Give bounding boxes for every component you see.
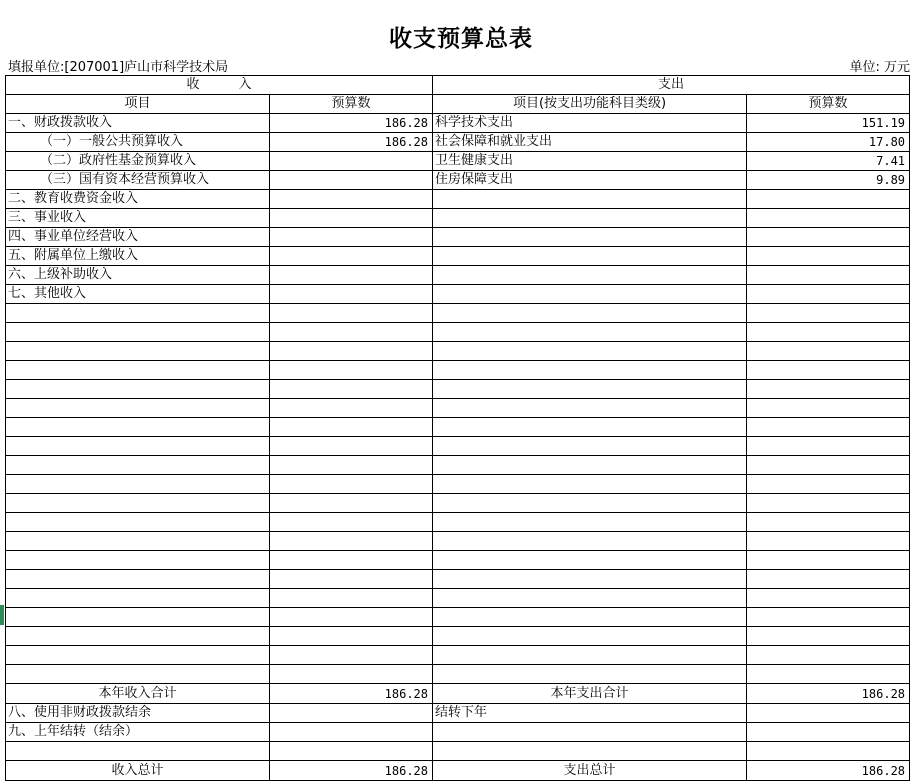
empty-cell xyxy=(747,361,910,380)
empty-cell xyxy=(747,342,910,361)
empty-cell xyxy=(747,570,910,589)
prior-year-carryover-label: 九、上年结转（结余） xyxy=(6,723,270,742)
empty-row xyxy=(6,342,910,361)
table-row xyxy=(6,209,910,228)
empty-cell xyxy=(270,551,433,570)
year-expense-total-value: 186.28 xyxy=(747,684,910,704)
empty-cell xyxy=(6,646,270,665)
empty-cell xyxy=(433,361,747,380)
empty-cell xyxy=(270,532,433,551)
empty-row xyxy=(6,304,910,323)
empty-cell xyxy=(270,475,433,494)
empty-cell xyxy=(270,456,433,475)
empty-row xyxy=(6,570,910,589)
empty-cell xyxy=(6,742,270,761)
empty-row xyxy=(6,665,910,684)
expense-item-cell xyxy=(433,266,747,285)
empty-cell xyxy=(6,513,270,532)
empty-cell xyxy=(6,456,270,475)
empty-cell xyxy=(433,380,747,399)
income-header: 收 入 xyxy=(6,76,433,95)
expense-value-cell: 9.89 xyxy=(747,171,910,190)
empty-cell xyxy=(433,494,747,513)
income-value-cell: 186.28 xyxy=(270,114,433,133)
empty-cell xyxy=(270,723,433,742)
empty-cell xyxy=(747,323,910,342)
income-item-cell: 一、财政拨款收入 xyxy=(6,114,270,133)
empty-cell xyxy=(6,399,270,418)
empty-cell xyxy=(747,380,910,399)
expense-value-cell xyxy=(747,228,910,247)
expense-value-cell: 151.19 xyxy=(747,114,910,133)
empty-cell xyxy=(747,627,910,646)
empty-cell xyxy=(270,323,433,342)
expense-item-cell xyxy=(433,228,747,247)
empty-cell xyxy=(433,475,747,494)
income-grand-total-label: 收入总计 xyxy=(6,761,270,781)
grand-total-row xyxy=(6,761,910,781)
empty-cell xyxy=(747,646,910,665)
empty-cell xyxy=(433,608,747,627)
table-row xyxy=(6,133,910,152)
empty-cell xyxy=(433,570,747,589)
empty-cell xyxy=(747,665,910,684)
income-value-cell xyxy=(270,266,433,285)
expense-item-header: 项目(按支出功能科目类级) xyxy=(433,95,747,114)
income-budget-header: 预算数 xyxy=(270,95,433,114)
table-row xyxy=(6,114,910,133)
empty-cell xyxy=(433,323,747,342)
empty-cell xyxy=(433,304,747,323)
empty-cell xyxy=(747,589,910,608)
empty-row xyxy=(6,418,910,437)
empty-cell xyxy=(747,418,910,437)
income-item-header: 项目 xyxy=(6,95,270,114)
year-income-total-label: 本年收入合计 xyxy=(6,684,270,704)
empty-cell xyxy=(270,570,433,589)
empty-cell xyxy=(270,627,433,646)
income-value-cell xyxy=(270,247,433,266)
empty-cell xyxy=(747,475,910,494)
expense-item-cell xyxy=(433,285,747,304)
income-item-cell: 六、上级补助收入 xyxy=(6,266,270,285)
empty-cell xyxy=(6,361,270,380)
income-value-cell xyxy=(270,190,433,209)
expense-item-cell xyxy=(433,190,747,209)
income-item-cell: 七、其他收入 xyxy=(6,285,270,304)
empty-cell xyxy=(433,665,747,684)
empty-cell xyxy=(6,342,270,361)
page-title: 收支预算总表 xyxy=(389,25,533,52)
empty-cell xyxy=(270,608,433,627)
empty-cell xyxy=(6,532,270,551)
empty-cell xyxy=(747,399,910,418)
empty-row xyxy=(6,589,910,608)
expense-value-cell xyxy=(747,190,910,209)
expense-item-cell xyxy=(433,209,747,228)
empty-row xyxy=(6,380,910,399)
empty-cell xyxy=(747,304,910,323)
table-row xyxy=(6,152,910,171)
empty-cell xyxy=(433,627,747,646)
empty-row xyxy=(6,361,910,380)
expense-grand-total-label: 支出总计 xyxy=(433,761,747,781)
expense-value-cell xyxy=(747,285,910,304)
empty-row xyxy=(6,437,910,456)
year-expense-total-label: 本年支出合计 xyxy=(433,684,747,704)
expense-value-cell xyxy=(747,247,910,266)
empty-cell xyxy=(747,494,910,513)
income-value-cell: 186.28 xyxy=(270,133,433,152)
empty-cell xyxy=(270,361,433,380)
empty-row xyxy=(6,494,910,513)
empty-cell xyxy=(747,704,910,723)
expense-header: 支出 xyxy=(433,76,910,95)
expense-value-cell: 7.41 xyxy=(747,152,910,171)
expense-item-cell xyxy=(433,247,747,266)
empty-cell xyxy=(270,437,433,456)
empty-cell xyxy=(747,456,910,475)
empty-cell xyxy=(433,399,747,418)
income-value-cell xyxy=(270,152,433,171)
empty-cell xyxy=(270,646,433,665)
income-value-cell xyxy=(270,285,433,304)
empty-cell xyxy=(747,723,910,742)
empty-cell xyxy=(6,475,270,494)
empty-cell xyxy=(270,513,433,532)
empty-row xyxy=(6,513,910,532)
empty-cell xyxy=(6,380,270,399)
empty-cell xyxy=(6,494,270,513)
empty-cell xyxy=(747,742,910,761)
table-row xyxy=(6,228,910,247)
empty-cell xyxy=(747,608,910,627)
empty-cell xyxy=(6,570,270,589)
empty-cell xyxy=(270,342,433,361)
empty-cell xyxy=(270,304,433,323)
empty-cell xyxy=(270,665,433,684)
empty-cell xyxy=(270,589,433,608)
empty-row xyxy=(6,608,910,627)
table-row xyxy=(6,247,910,266)
empty-cell xyxy=(433,418,747,437)
empty-cell xyxy=(433,589,747,608)
empty-cell xyxy=(6,589,270,608)
table-row xyxy=(6,723,910,742)
expense-item-cell: 卫生健康支出 xyxy=(433,152,747,171)
empty-row xyxy=(6,646,910,665)
table-row xyxy=(6,171,910,190)
empty-cell xyxy=(747,513,910,532)
empty-cell xyxy=(433,513,747,532)
income-item-cell: （一）一般公共预算收入 xyxy=(6,133,270,152)
empty-cell xyxy=(270,494,433,513)
empty-cell xyxy=(747,532,910,551)
reporting-unit: 填报单位:[207001]庐山市科学技术局 xyxy=(8,60,229,75)
empty-cell xyxy=(433,437,747,456)
table-row xyxy=(6,190,910,209)
empty-row xyxy=(6,742,910,761)
empty-cell xyxy=(433,551,747,570)
row-indicator xyxy=(0,605,4,625)
column-header-row xyxy=(6,95,910,114)
income-item-cell: 四、事业单位经营收入 xyxy=(6,228,270,247)
expense-value-cell xyxy=(747,209,910,228)
income-item-cell: （三）国有资本经营预算收入 xyxy=(6,171,270,190)
expense-budget-header: 预算数 xyxy=(747,95,910,114)
income-item-cell: （二）政府性基金预算收入 xyxy=(6,152,270,171)
empty-cell xyxy=(6,627,270,646)
empty-cell xyxy=(6,304,270,323)
table-row xyxy=(6,266,910,285)
income-value-cell xyxy=(270,171,433,190)
income-item-cell: 三、事业收入 xyxy=(6,209,270,228)
empty-cell xyxy=(433,456,747,475)
empty-row xyxy=(6,323,910,342)
empty-cell xyxy=(433,742,747,761)
empty-cell xyxy=(433,646,747,665)
empty-cell xyxy=(270,380,433,399)
expense-value-cell xyxy=(747,266,910,285)
empty-cell xyxy=(6,551,270,570)
empty-row xyxy=(6,551,910,570)
empty-row xyxy=(6,456,910,475)
empty-cell xyxy=(433,532,747,551)
income-item-cell: 二、教育收费资金收入 xyxy=(6,190,270,209)
empty-row xyxy=(6,627,910,646)
empty-row xyxy=(6,475,910,494)
empty-cell xyxy=(747,551,910,570)
year-total-row xyxy=(6,684,910,704)
income-value-cell xyxy=(270,228,433,247)
budget-table-body xyxy=(6,76,910,781)
empty-cell xyxy=(433,342,747,361)
empty-cell xyxy=(433,723,747,742)
empty-cell xyxy=(270,704,433,723)
income-item-cell: 五、附属单位上缴收入 xyxy=(6,247,270,266)
expense-grand-total-value: 186.28 xyxy=(747,761,910,781)
table-row xyxy=(6,704,910,723)
section-header-row xyxy=(6,76,910,95)
empty-cell xyxy=(747,437,910,456)
empty-cell xyxy=(6,608,270,627)
income-value-cell xyxy=(270,209,433,228)
non-fiscal-balance-label: 八、使用非财政拨款结余 xyxy=(6,704,270,723)
empty-cell xyxy=(6,323,270,342)
empty-row xyxy=(6,399,910,418)
empty-cell xyxy=(6,418,270,437)
empty-cell xyxy=(6,665,270,684)
expense-value-cell: 17.80 xyxy=(747,133,910,152)
currency-unit: 单位: 万元 xyxy=(849,60,910,75)
expense-item-cell: 社会保障和就业支出 xyxy=(433,133,747,152)
carry-next-year-label: 结转下年 xyxy=(433,704,747,723)
empty-cell xyxy=(270,418,433,437)
empty-row xyxy=(6,532,910,551)
income-grand-total-value: 186.28 xyxy=(270,761,433,781)
table-row xyxy=(6,285,910,304)
expense-item-cell: 科学技术支出 xyxy=(433,114,747,133)
empty-cell xyxy=(270,399,433,418)
expense-item-cell: 住房保障支出 xyxy=(433,171,747,190)
year-income-total-value: 186.28 xyxy=(270,684,433,704)
empty-cell xyxy=(270,742,433,761)
budget-table xyxy=(5,75,910,781)
empty-cell xyxy=(6,437,270,456)
